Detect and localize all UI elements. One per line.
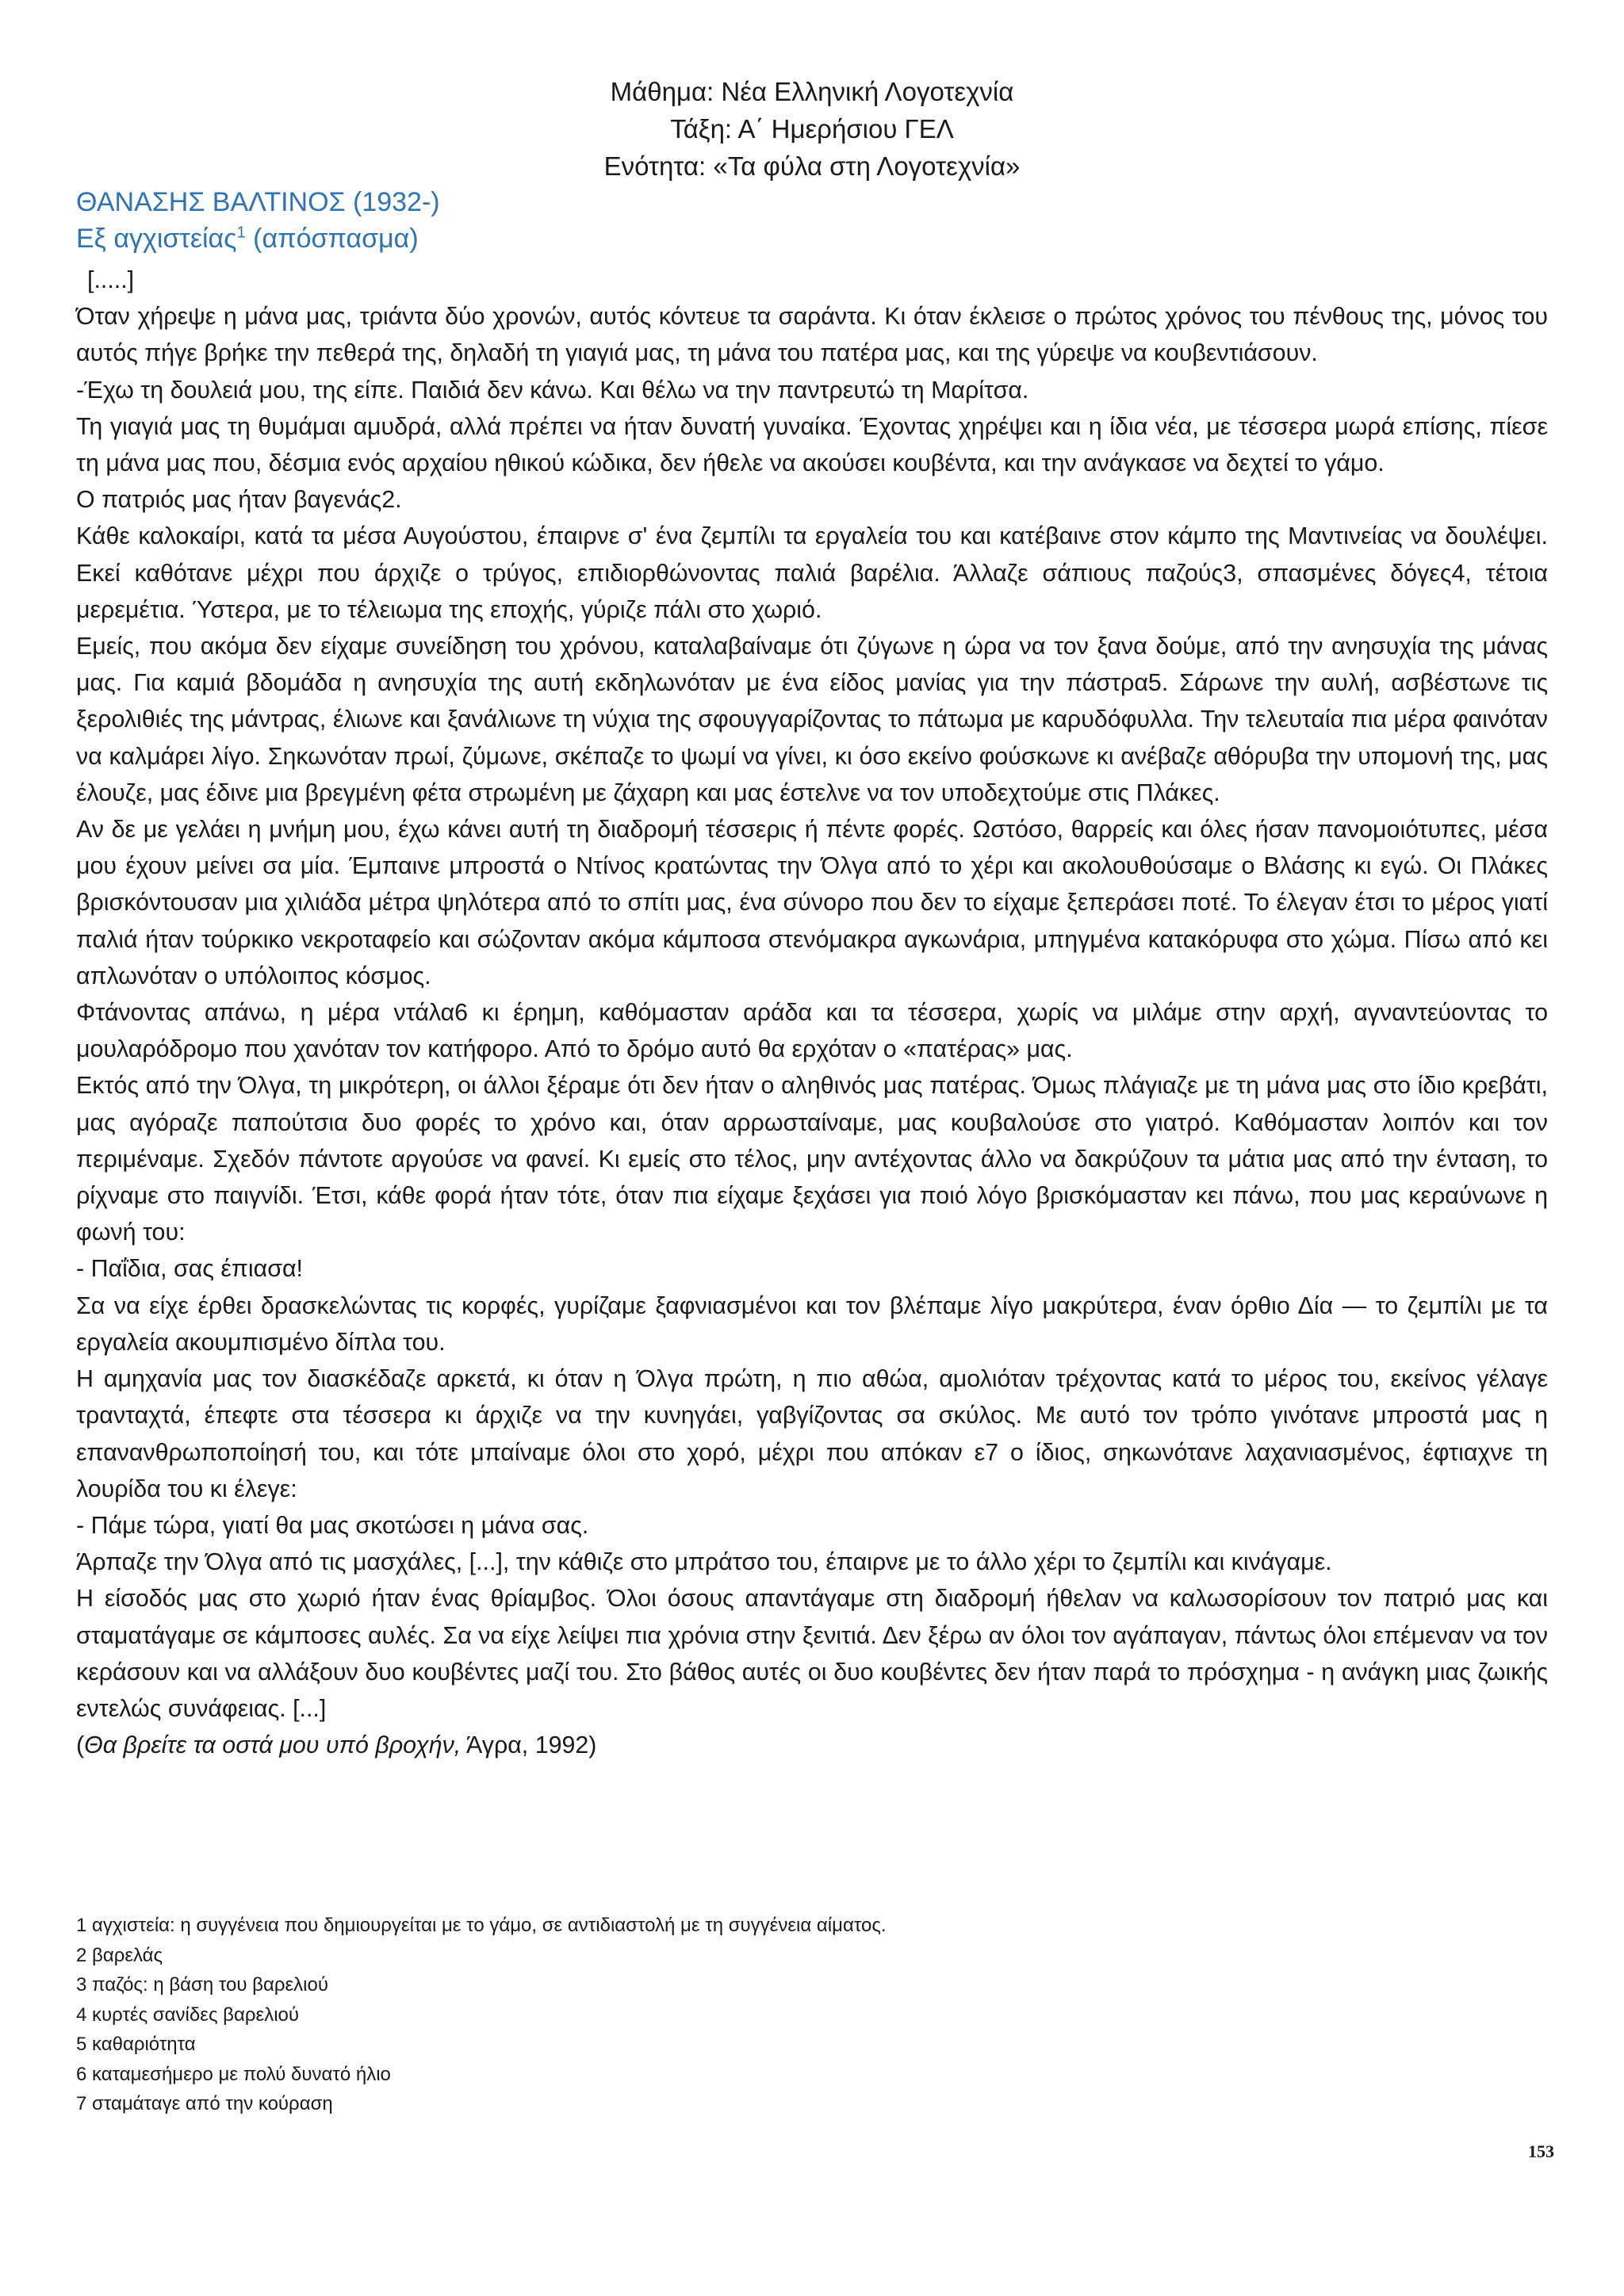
author-name: ΘΑΝΑΣΗΣ ΒΑΛΤΙΝΟΣ (1932-) <box>76 187 440 217</box>
page-number: 153 <box>1528 2141 1554 2161</box>
footnote-item: 2 βαρελάς <box>76 1944 163 1966</box>
footnote-item: 1 αγχιστεία: η συγγένεια που δημιουργείται με το γάμο, σε αντιδιαστολή με τη συγγένεια αίματος. <box>76 1915 887 1936</box>
excerpt-body <box>76 262 1548 1763</box>
opening-ellipsis: [.....] <box>87 266 135 293</box>
paragraph: - Πάμε τώρα, γιατί θα μας σκοτώσει η μάνα σας. <box>76 1511 589 1539</box>
paragraph: Σα να είχε έρθει δρασκελώντας τις κορφές, γυρίζαμε ξαφνιασμένοι και τον βλέπαμε λίγο μακρύτερα, έναν όρθιο Δία — το ζεμπίλι με τα εργαλεία ακουμπισμένο δίπλα του. <box>76 1292 1548 1356</box>
paragraph: Όταν χήρεψε η μάνα μας, τριάντα δύο χρονών, αυτός κόντευε τα σαράντα. Κι όταν έκλεισε ο πρώτος χρόνος του πένθους της, μόνος του αυτός πήγε βρήκε την πεθερά της, δηλαδή τη γιαγιά μας, τη μάνα του πατέρα μας, και της γύρεψε να κουβεντιάσουν. <box>76 303 1548 367</box>
source-publisher: Άγρα, 1992) <box>461 1732 597 1759</box>
work-title-line <box>76 220 1551 257</box>
paragraph: Η αμηχανία μας τον διασκέδαζε αρκετά, κι όταν η Όλγα πρώτη, η πιο αθώα, αμολιόταν τρέχοντας κατά το μέρος του, εκείνος γέλαγε τρανταχτά, έπεφτε στα τέσσερα κι άρχιζε να την κυνηγάει, γαβγίζοντας σα σκύλος. Με αυτό τον τρόπο γινότανε μπροστά μας η επανανθρωποποίησή του, και τότε μπαίναμε όλοι στο χορό, μέχρι που απόκαν ε7 ο ίδιος, σηκωνότανε λαχανιασμένος, έφτιαχνε τη λουρίδα του κι έλεγε: <box>76 1365 1548 1502</box>
work-title: Εξ αγχιστείας <box>76 224 237 254</box>
paragraph: Τη γιαγιά μας τη θυμάμαι αμυδρά, αλλά πρέπει να ήταν δυνατή γυναίκα. Έχοντας χηρέψει και η ίδια νέα, με τέσσερα μωρά επίσης, πίεσε τη μάνα μας που, δέσμια ενός αρχαίου ηθικού κώδικα, δεν ήθελε να ακούσει κουβέντα, και την ανάγκασε να δεχτεί το γάμο. <box>76 412 1548 477</box>
paragraph: Άρπαζε την Όλγα από τις μασχάλες, [...], την κάθιζε στο μπράτσο του, έπαιρνε με το άλλο χέρι το ζεμπίλι και κινάγαμε. <box>76 1548 1332 1576</box>
paragraph: Κάθε καλοκαίρι, κατά τα μέσα Αυγούστου, έπαιρνε σ' ένα ζεμπίλι τα εργαλεία του και κατέβαινε στον κάμπο της Μαντινείας να δουλέψει. Εκεί καθότανε μέχρι που άρχιζε ο τρύγος, επιδιορθώνοντας παλιά βαρέλια. Άλλαζε σάπιους παζούς3, σπασμένες δόγες4, τέτοια μερεμέτια. Ύστερα, με το τέλειωμα της εποχής, γύριζε πάλι στο χωριό. <box>76 522 1548 623</box>
footnotes <box>76 1911 1266 2119</box>
footnote-item: 4 κυρτές σανίδες βαρελιού <box>76 2003 300 2026</box>
paragraph: Ο πατριός μας ήταν βαγενάς2. <box>76 486 402 514</box>
paragraph: Αν δε με γελάει η μνήμη μου, έχω κάνει αυτή τη διαδρομή τέσσερις ή πέντε φορές. Ωστόσο, θαρρείς και όλες ήσαν πανομοιότυπες, μέσα μου έχουν μείνει σα μία. Έμπαινε μπροστά ο Ντίνος κρατώντας την Όλγα από το χέρι και ακολουθούσαμε ο Βλάσης κι εγώ. Οι Πλάκες βρισκόντουσαν μια χιλιάδα μέτρα ψηλότερα από το σπίτι μας, ένα σύνορο που δεν το είχαμε ξεπεράσει ποτέ. Το έλεγαν έτσι το μέρος γιατί παλιά ήταν τούρκικο νεκροταφείο και σώζονταν ακόμα κάμποσα στενόμακρα αγκωνάρια, μπηγμένα κατακόρυφα στο χώμα. Πίσω από κει απλωνόταν ο υπόλοιπος κόσμος. <box>76 816 1548 989</box>
lesson-title: Μάθημα: Νέα Ελληνική Λογοτεχνία <box>610 77 1014 106</box>
source-open-paren: ( <box>76 1732 85 1759</box>
paragraph: - Παΐδια, σας έπιασα! <box>76 1255 303 1283</box>
author-block <box>76 184 1551 257</box>
source-citation <box>76 1727 1548 1763</box>
footnote-ref-1: 1 <box>236 224 246 242</box>
paragraph: Η είσοδός μας στο χωριό ήταν ένας θρίαμβος. Όλοι όσους απαντάγαμε στη διαδρομή ήθελαν να καλωσορίσουν τον πατριό μας και σταματάγαμε σε κάμποσες αυλές. Σα να είχε λείψει πια χρόνια στην ξενιτιά. Δεν ξέρω αν όλοι τον αγάπαγαν, πάντως όλοι επέμεναν να τον κεράσουν και να αλλάξουν δυο κουβέντες μαζί του. Στο βάθος αυτές οι δυο κουβέντες δεν ήταν παρά το πρόσχημα - η ανάγκη μιας ζωικής εντελώς συνάφειας. [...] <box>76 1585 1548 1722</box>
paragraph: -Έχω τη δουλειά μου, της είπε. Παιδιά δεν κάνω. Και θέλω να την παντρευτώ τη Μαρίτσα. <box>76 376 1029 404</box>
footnote-item: 7 σταμάταγε από την κούραση <box>76 2093 333 2114</box>
page-header <box>0 73 1624 185</box>
footnote-item: 6 καταμεσήμερο με πολύ δυνατό ήλιο <box>76 2063 391 2085</box>
work-note: (απόσπασμα) <box>245 224 419 254</box>
paragraph: Εκτός από την Όλγα, τη μικρότερη, οι άλλοι ξέραμε ότι δεν ήταν ο αληθινός μας πατέρας. Όμως πλάγιαζε με τη μάνα μας στο ίδιο κρεβάτι, μας αγόραζε παπούτσια δυο φορές το χρόνο και, όταν αρρωσταίναμε, μας κουβαλούσε στο γιατρό. Καθόμασταν λοιπόν και τον περιμέναμε. Σχεδόν πάντοτε αργούσε να φανεί. Κι εμείς στο τέλος, μην αντέχοντας άλλο να δακρύζουν τα μάτια μας από την ένταση, το ρίχναμε στο παιγνίδι. Έτσι, κάθε φορά ήταν τότε, όταν πια είχαμε ξεχάσει για ποιό λόγο βρισκόμασταν κει πάνω, που μας κεραύνωνε η φωνή του: <box>76 1072 1548 1246</box>
paragraph: Φτάνοντας απάνω, η μέρα ντάλα6 κι έρημη, καθόμασταν αράδα και τα τέσσερα, χωρίς να μιλάμε στην αρχή, αγναντεύοντας το μουλαρόδρομο που χανόταν τον κατήφορο. Από το δρόμο αυτό θα ερχόταν ο «πατέρας» μας. <box>76 999 1548 1063</box>
footnote-item: 5 καθαριότητα <box>76 2034 196 2055</box>
source-title: Θα βρείτε τα οστά μου υπό βροχήν, <box>84 1732 462 1759</box>
unit-title: Ενότητα: «Τα φύλα στη Λογοτεχνία» <box>603 151 1021 181</box>
footnote-item: 3 παζός: η βάση του βαρελιού <box>76 1974 328 1996</box>
paragraph: Εμείς, που ακόμα δεν είχαμε συνείδηση του χρόνου, καταλαβαίναμε ότι ζύγωνε η ώρα να τον ξανα δούμε, από την ανησυχία της μάνας μας. Για καμιά βδομάδα η ανησυχία της αυτή εκδηλωνόταν με ένα είδος μανίας για την πάστρα5. Σάρωνε την αυλή, ασβέστωνε τις ξερολιθιές της μάντρας, έλιωνε και ξανάλιωνε τη νύχια της σφουγγαρίζοντας το πάτωμα με καρυδόφυλλα. Την τελευταία πια μέρα φαινόταν να καλμάρει λίγο. Σηκωνόταν πρωί, ζύμωνε, σκέπαζε το ψωμί να γίνει, κι όσο εκείνο φούσκωνε κι ανέβαζε αθόρυβα την υπομονή της, μας έλουζε, μας έδινε μια βρεγμένη φέτα στρωμένη με ζάχαρη και μας έστελνε να τον υποδεχτούμε στις Πλάκες. <box>76 633 1548 806</box>
class-title: Τάξη: Α΄ Ημερήσιου ΓΕΛ <box>670 114 954 144</box>
